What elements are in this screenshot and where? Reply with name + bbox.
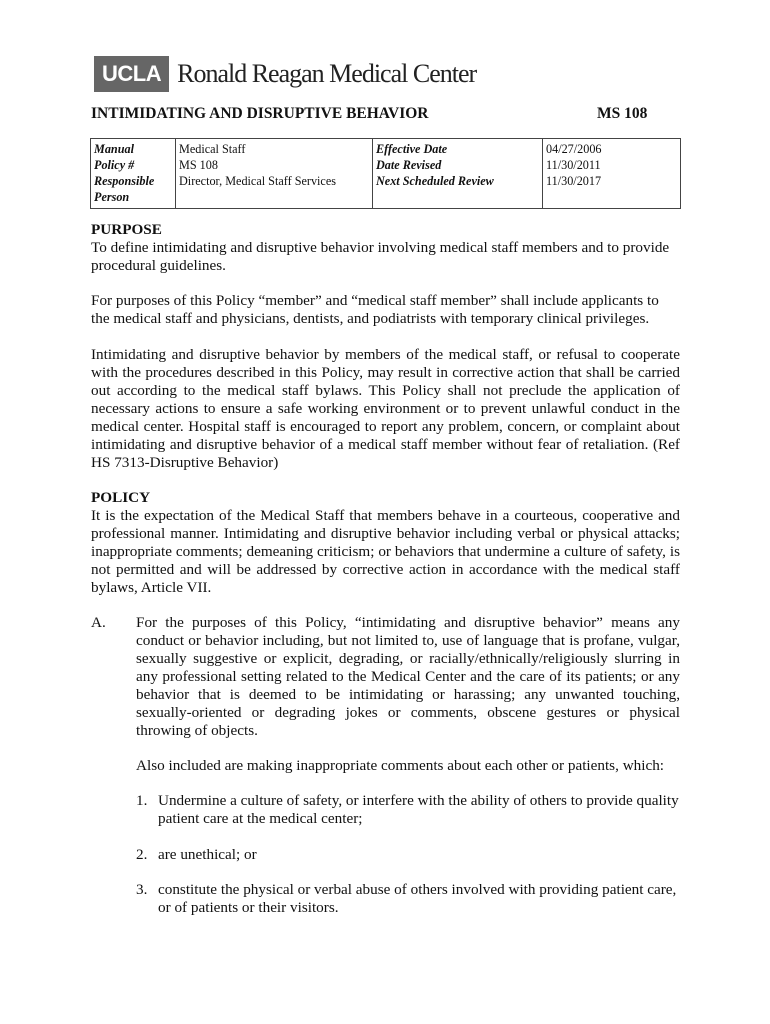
list-item-2-number: 2. xyxy=(136,846,148,863)
label-date-revised: Date Revised xyxy=(376,158,442,172)
purpose-paragraph-1: To define intimidating and disruptive behavior involving medical staff members and to provide procedural guidelines. xyxy=(91,239,670,274)
ucla-logo xyxy=(94,56,476,92)
policy-section xyxy=(91,489,680,597)
value-next-review: 11/30/2017 xyxy=(546,174,602,188)
purpose-section xyxy=(91,221,680,275)
info-labels-left xyxy=(91,139,176,209)
item-a-label: A. xyxy=(91,614,106,631)
purpose-paragraph-3: Intimidating and disruptive behavior by members of the medical staff, or refusal to cooperate with the procedures described in this Policy, may result in corrective action that shall be carried out according to the medical staff bylaws. This Policy shall not preclude the application of necessary actions to ensure a safe working environment or to prevent unlawful conduct in the medical center. Hospital staff is encouraged to report any problem, concern, or complaint about intimidating and disruptive behavior of a medical staff member without fear of retaliation. (Ref HS 7313-Disruptive Behavior) xyxy=(91,346,680,471)
list-item-1-number: 1. xyxy=(136,792,148,809)
policy-info-table xyxy=(90,138,681,209)
list-item-1-text: Undermine a culture of safety, or interfere with the ability of others to provide quality patient care at the medical center; xyxy=(158,792,679,827)
label-manual: Manual xyxy=(94,142,134,156)
purpose-heading: PURPOSE xyxy=(91,221,162,238)
label-effective-date: Effective Date xyxy=(376,142,448,156)
policy-paragraph-1: It is the expectation of the Medical Staff that members behave in a courteous, cooperative and professional manner. Intimidating and disruptive behavior including verbal or physical attacks; inappropriate comments; demeaning criticism; or behaviors that undermine a culture of safety, is not permitted and will be addressed by corrective action in accordance with the medical staff bylaws, Article VII. xyxy=(91,507,680,596)
info-labels-right xyxy=(373,139,543,209)
label-person: Person xyxy=(94,190,130,204)
label-next-review: Next Scheduled Review xyxy=(376,174,494,188)
value-policy: MS 108 xyxy=(179,158,218,172)
list-item-3-number: 3. xyxy=(136,881,148,898)
list-item-2-text: are unethical; or xyxy=(158,846,257,863)
info-values-right xyxy=(543,139,681,209)
value-manual: Medical Staff xyxy=(179,142,246,156)
value-responsible: Director, Medical Staff Services xyxy=(179,174,336,188)
policy-heading: POLICY xyxy=(91,489,151,506)
label-policy: Policy # xyxy=(94,158,135,172)
item-a-also: Also included are making inappropriate comments about each other or patients, which: xyxy=(136,757,665,774)
logo-name: Ronald Reagan Medical Center xyxy=(177,59,477,88)
item-a-text: For the purposes of this Policy, “intimidating and disruptive behavior” means any conduct or behavior including, but not limited to, use of language that is profane, vulgar, sexually suggestive or explicit, degrading, or racially/ethnically/religiously slurring in any professional setting related to the Medical Center and the care of its patients; or any behavior that is deemed to be intimidating or harassing; any unwanted touching, sexually-oriented or degrading jokes or comments, obscene gestures or physical throwing of objects. xyxy=(136,614,680,739)
policy-title: INTIMIDATING AND DISRUPTIVE BEHAVIOR xyxy=(91,105,429,122)
value-date-revised: 11/30/2011 xyxy=(546,158,601,172)
info-values-left xyxy=(176,139,373,209)
label-responsible: Responsible xyxy=(94,174,155,188)
value-effective-date: 04/27/2006 xyxy=(546,142,602,156)
purpose-paragraph-2: For purposes of this Policy “member” and “medical staff member” shall include applicants to the medical staff and physicians, dentists, and podiatrists with temporary clinical privileges. xyxy=(91,292,659,327)
list-item-3-text: constitute the physical or verbal abuse of others involved with providing patient care, or of patients or their visitors. xyxy=(158,881,677,916)
logo-mark: UCLA xyxy=(94,56,169,92)
policy-number: MS 108 xyxy=(597,105,648,122)
